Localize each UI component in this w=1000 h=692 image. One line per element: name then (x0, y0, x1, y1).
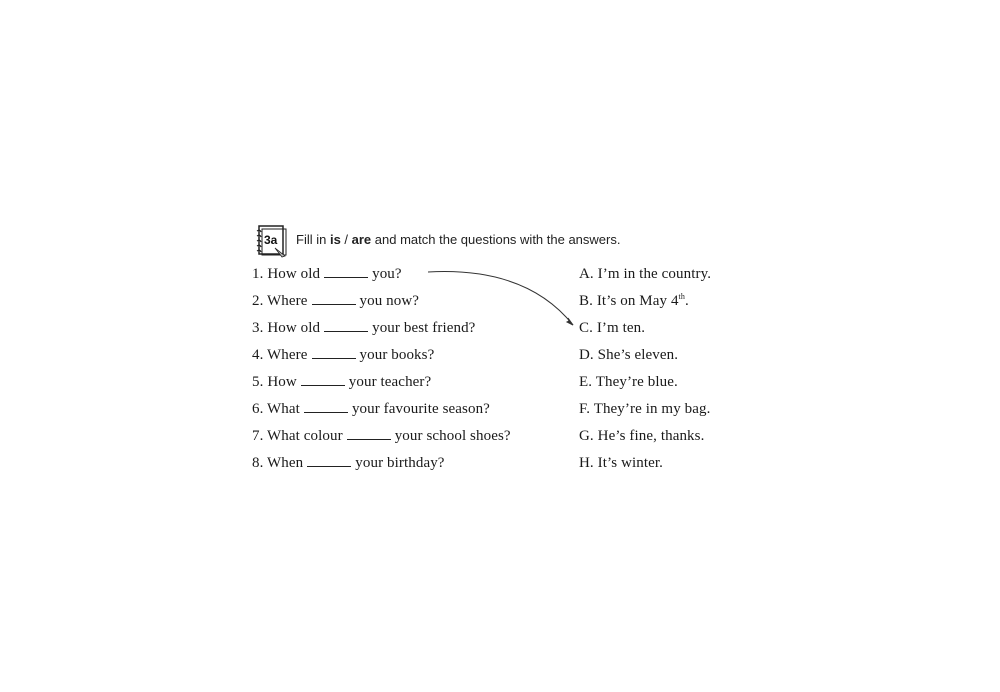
instruction-suffix: and match the questions with the answers. (371, 232, 621, 247)
question-start: How (267, 374, 297, 390)
answer-letter: F. (579, 401, 591, 417)
word-are: are (351, 232, 372, 247)
answer-blank[interactable] (301, 374, 345, 386)
instruction-separator: / (340, 232, 352, 247)
answer-letter: H. (579, 455, 594, 471)
question-start: How old (267, 266, 321, 282)
answer-end: . (684, 293, 689, 309)
question-start: When (267, 455, 304, 471)
question-row (252, 428, 511, 445)
answer-letter: E. (579, 374, 593, 390)
answer-option[interactable] (579, 374, 678, 391)
answer-blank[interactable] (324, 266, 368, 278)
answer-text: It’s on May 4 (596, 293, 679, 309)
answer-option[interactable] (579, 455, 663, 472)
question-number: 7. (252, 428, 264, 444)
answer-text: He’s fine, thanks. (597, 428, 705, 444)
word-is: is (329, 232, 341, 247)
question-end: your books? (359, 347, 435, 363)
question-number: 8. (252, 455, 264, 471)
question-end: your birthday? (355, 455, 445, 471)
question-number: 4. (252, 347, 264, 363)
question-row (252, 374, 431, 391)
question-row (252, 293, 419, 310)
answer-option[interactable] (579, 401, 710, 418)
answer-blank[interactable] (304, 401, 348, 413)
answer-blank[interactable] (347, 428, 391, 440)
answer-option[interactable] (579, 293, 689, 310)
answer-text: It’s winter. (597, 455, 664, 471)
question-number: 2. (252, 293, 264, 309)
answer-blank[interactable] (312, 347, 356, 359)
notebook-icon (255, 224, 289, 258)
instruction-prefix: Fill in (296, 232, 330, 247)
question-end: your school shoes? (394, 428, 511, 444)
question-start: Where (267, 293, 308, 309)
answer-letter: B. (579, 293, 593, 309)
question-row (252, 347, 434, 364)
question-row (252, 320, 475, 337)
question-end: you? (372, 266, 402, 282)
question-end: your best friend? (372, 320, 476, 336)
answer-text: She’s eleven. (597, 347, 679, 363)
answer-text: They’re blue. (595, 374, 678, 390)
question-row (252, 266, 402, 283)
answer-letter: A. (579, 266, 594, 282)
answer-letter: C. (579, 320, 593, 336)
question-row (252, 455, 445, 472)
answer-option[interactable] (579, 347, 678, 364)
answer-option[interactable] (579, 266, 711, 283)
question-number: 3. (252, 320, 264, 336)
answer-blank[interactable] (312, 293, 356, 305)
question-start: How old (267, 320, 321, 336)
answer-text: I’m in the country. (597, 266, 712, 282)
answer-option[interactable] (579, 428, 704, 445)
answer-blank[interactable] (324, 320, 368, 332)
answer-blank[interactable] (307, 455, 351, 467)
answer-text: They’re in my bag. (593, 401, 711, 417)
question-start: What (267, 401, 300, 417)
question-number: 6. (252, 401, 264, 417)
instruction-text (296, 232, 620, 247)
question-start: Where (267, 347, 308, 363)
question-number: 1. (252, 266, 264, 282)
answer-letter: D. (579, 347, 594, 363)
answer-option[interactable] (579, 320, 645, 337)
question-end: your favourite season? (351, 401, 490, 417)
ordinal-suffix: th (678, 292, 685, 301)
question-end: your teacher? (348, 374, 432, 390)
exercise-number: 3a (264, 233, 278, 247)
question-row (252, 401, 490, 418)
answer-text: I’m ten. (596, 320, 646, 336)
answer-letter: G. (579, 428, 594, 444)
question-start: What colour (267, 428, 343, 444)
question-end: you now? (359, 293, 420, 309)
question-number: 5. (252, 374, 264, 390)
